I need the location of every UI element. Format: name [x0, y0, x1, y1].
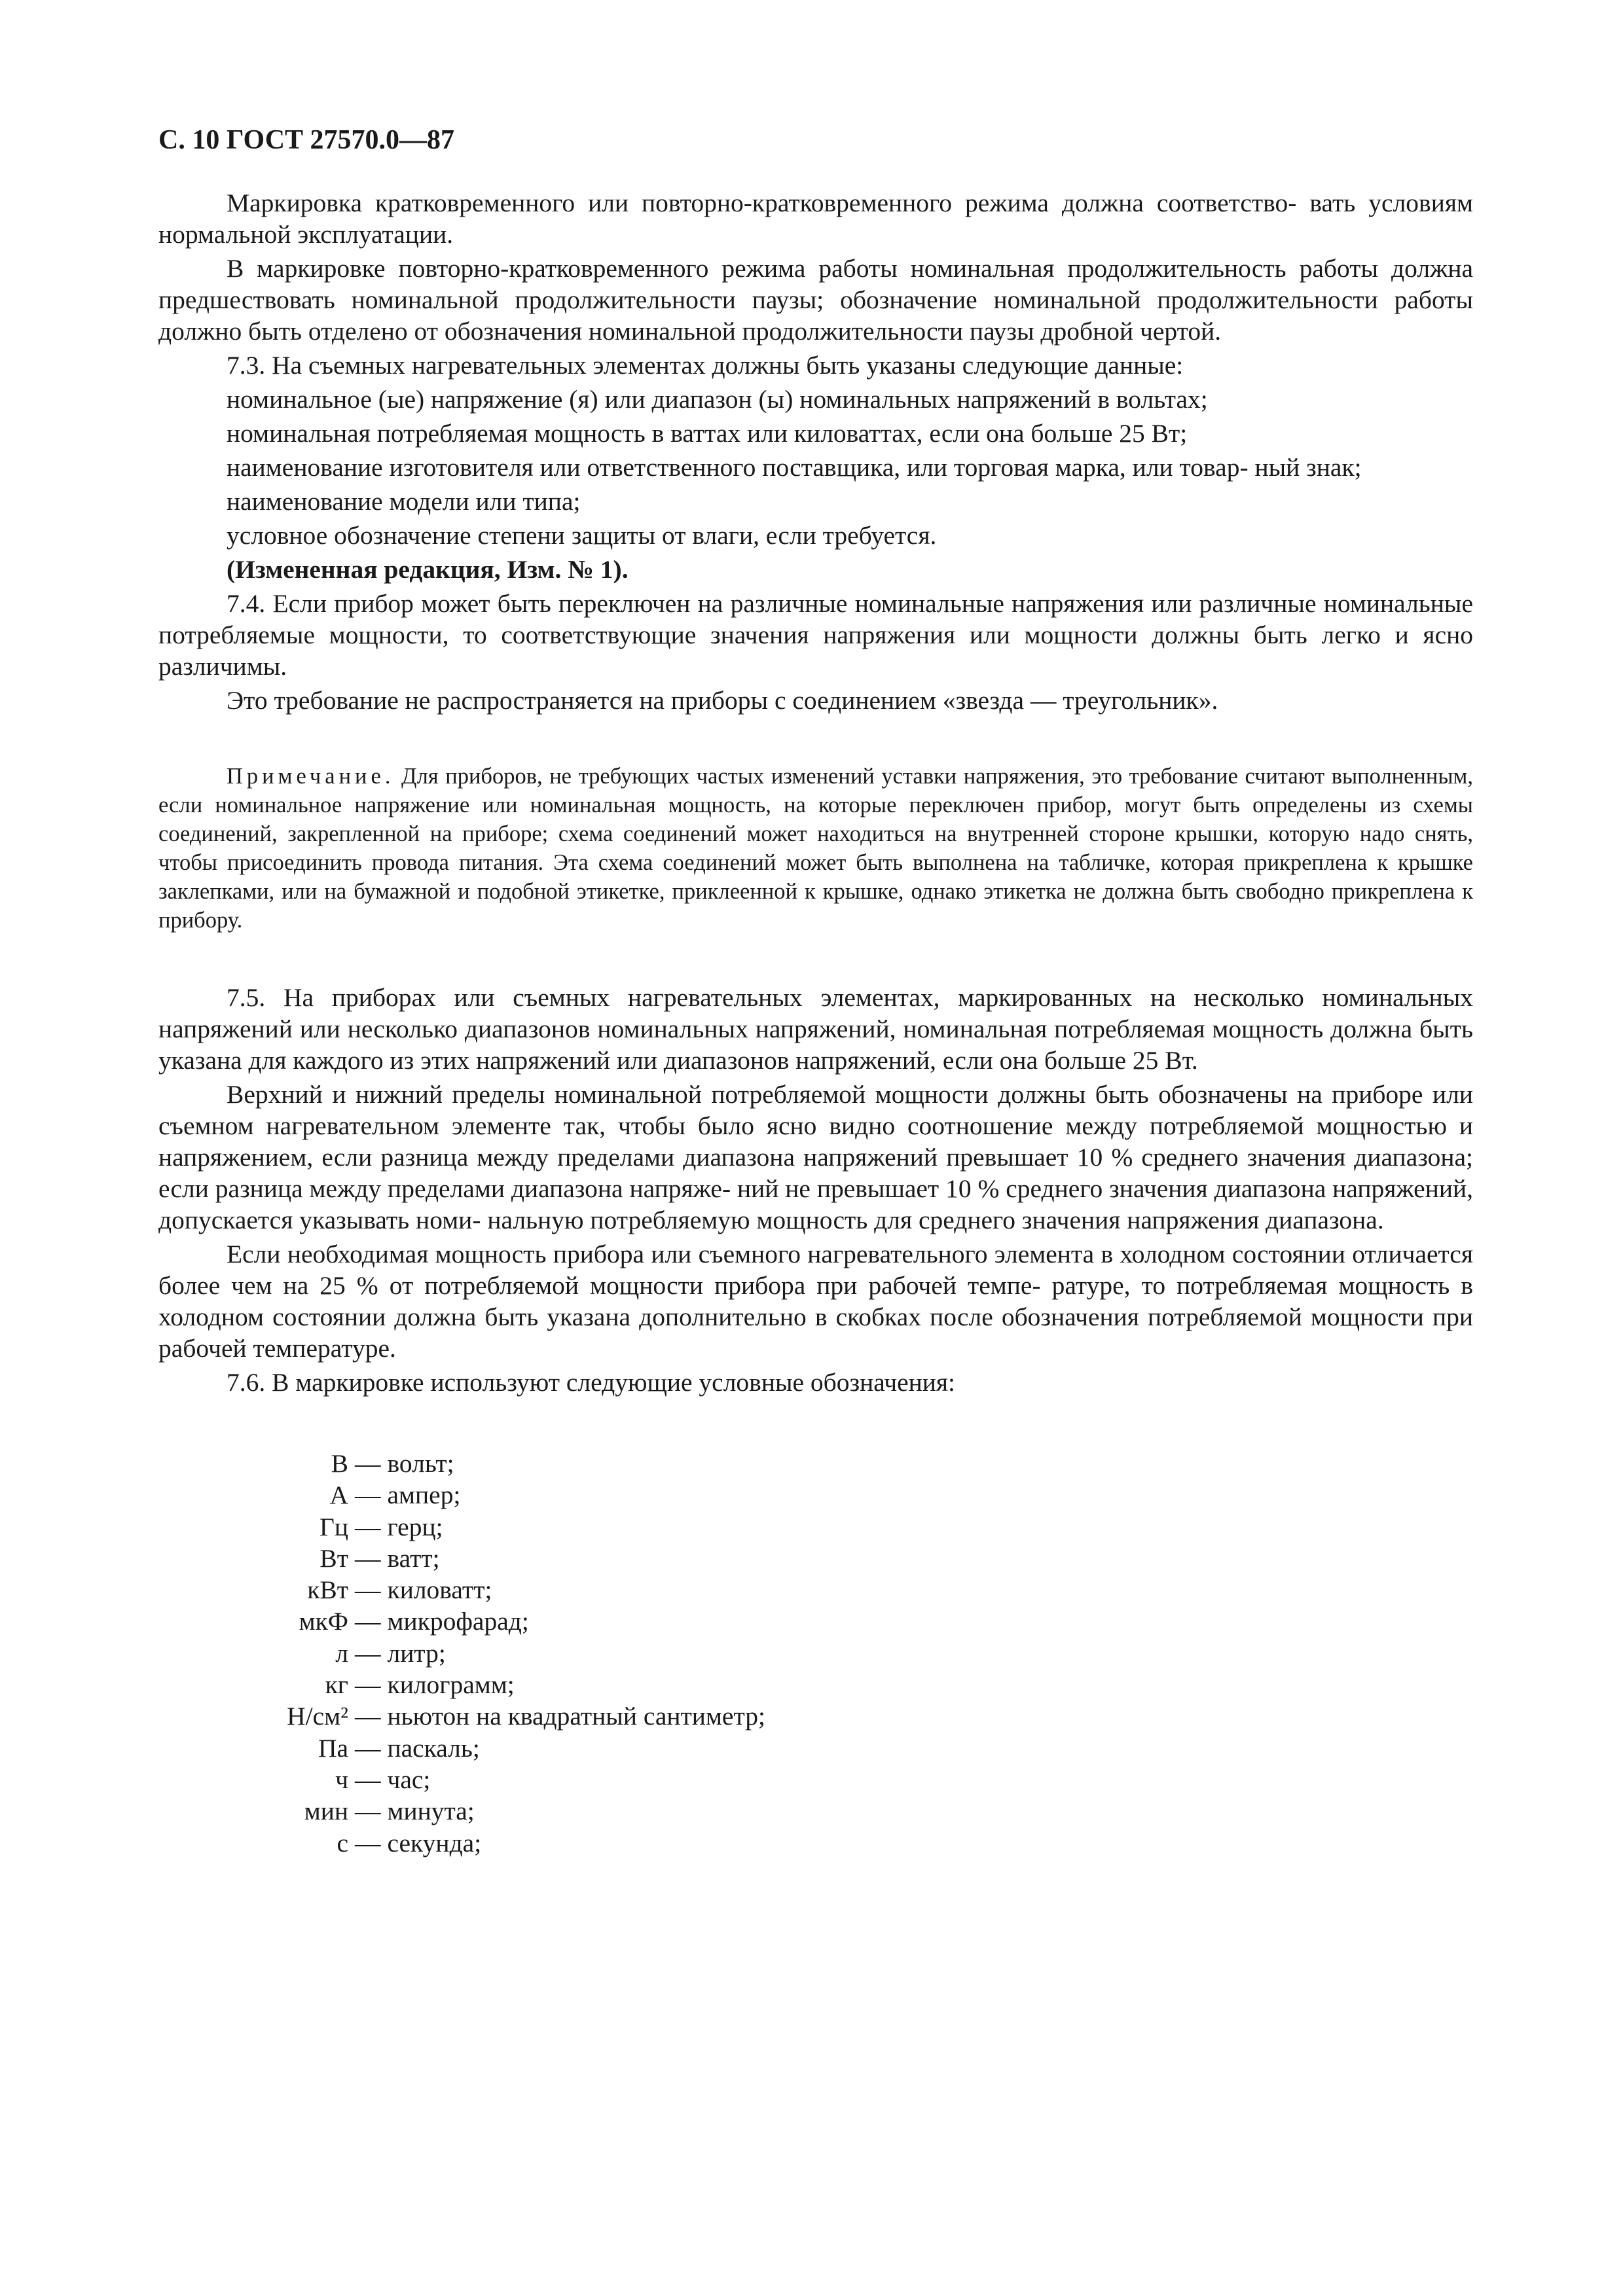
list-item: номинальное (ые) напряжение (я) или диапазон (ы) номинальных напряжений в вольтах;	[227, 385, 1208, 414]
symbol-separator: —	[355, 1480, 381, 1510]
section-power-marking	[158, 982, 1473, 1398]
list-item: наименование модели или типа;	[227, 487, 581, 516]
symbol-separator: —	[355, 1575, 381, 1605]
symbol-separator: —	[355, 1765, 381, 1794]
symbol-abbreviation: Гц	[319, 1512, 348, 1541]
symbol-row	[158, 1669, 1473, 1700]
symbol-meaning: час;	[387, 1765, 431, 1794]
paragraph: Верхний и нижний пределы номинальной потребляемой мощности должны быть обозначены на приборе или съемном нагревательном элементе так, чтобы было ясно видно соотношение между потребляемой мощностью и напряжением, если разница между пределами диапазона напряжений превышает 10 % среднего значения диапазона; если разница между пределами диапазона напряже- ний не превышает 10 % среднего значения диапазона напряжений, допускается указывать номи- нальную потребляемую мощность для среднего значения напряжения диапазона.	[158, 1080, 1473, 1234]
symbol-row	[158, 1732, 1473, 1764]
symbol-abbreviation: Вт	[319, 1543, 348, 1573]
symbol-separator: —	[355, 1449, 381, 1478]
note-text: Для приборов, не требующих частых изменений уставки напряжения, это требование считают выполненным, если номинальное напряжение или номинальная мощность, на которые переключен прибор, могут быть определены из схемы соединений, закрепленной на приборе; схема соединений может находиться на внутренней стороне крышки, которую надо снять, чтобы присоединить провода питания. Эта схема соединений может быть выполнена на табличке, которая прикреплена к крышке заклепками, или на бумажной и подобной этикетке, приклеенной к крышке, однако этикетка не должна быть свободно прикреплена к прибору.	[158, 764, 1473, 933]
symbol-meaning: ватт;	[387, 1543, 440, 1573]
symbol-meaning: ньютон на квадратный сантиметр;	[387, 1702, 765, 1731]
paragraph: В маркировке повторно-кратковременного режима работы номинальная продолжительность работы должна предшествовать номинальной продолжительности паузы; обозначение номинальной продолжительности работы должно быть отделено от обозначения номинальной продолжительности паузы дробной чертой.	[158, 254, 1473, 346]
symbol-abbreviation: Па	[318, 1733, 348, 1763]
symbol-abbreviation: Н/см²	[287, 1702, 348, 1731]
document-page	[158, 122, 1473, 1859]
list-item: наименование изготовителя или ответственного поставщика, или торговая марка, или товар- ный знак;	[227, 453, 1362, 482]
symbol-separator: —	[355, 1797, 381, 1826]
symbol-separator: —	[355, 1702, 381, 1731]
symbol-abbreviation: кВт	[307, 1575, 348, 1605]
paragraph: Это требование не распространяется на приборы с соединением «звезда — треугольник».	[227, 686, 1218, 715]
amendment-note: (Измененная редакция, Изм. № 1).	[227, 555, 629, 584]
symbol-abbreviation: с	[337, 1828, 348, 1857]
note-label: Примечание.	[227, 764, 395, 789]
symbol-meaning: килограмм;	[387, 1670, 515, 1700]
paragraph: Если необходимая мощность прибора или съемного нагревательного элемента в холодном состоянии отличается более чем на 25 % от потребляемой мощности прибора при рабочей темпе- ратуре, то потребляемая мощность в холодном состоянии должна быть указана дополнительно в скобках после обозначения потребляемой мощности при рабочей температуре.	[158, 1240, 1473, 1363]
symbol-row	[158, 1574, 1473, 1605]
symbol-abbreviation: ч	[335, 1765, 348, 1794]
clause-7-4: 7.4. Если прибор может быть переключен на различные номинальные напряжения или различные номинальные потребляемые мощности, то соответствующие значения напряжения или мощности должны быть легко и ясно различимы.	[158, 589, 1473, 681]
symbol-row	[158, 1605, 1473, 1637]
symbol-meaning: герц;	[387, 1512, 443, 1541]
clause-7-5: 7.5. На приборах или съемных нагревательных элементах, маркированных на несколько номинальных напряжений или несколько диапазонов номинальных напряжений, номинальная потребляемая мощность должна быть указана для каждого из этих напряжений или диапазонов напряжений, если она больше 25 Вт.	[158, 983, 1473, 1075]
list-item: номинальная потребляемая мощность в ваттах или киловаттах, если она больше 25 Вт;	[227, 419, 1188, 448]
page-header: С. 10 ГОСТ 27570.0—87	[158, 125, 455, 155]
symbol-meaning: микрофарад;	[387, 1607, 529, 1636]
symbol-row	[158, 1511, 1473, 1543]
list-item: условное обозначение степени защиты от влаги, если требуется.	[227, 521, 937, 550]
symbol-separator: —	[355, 1512, 381, 1541]
symbol-row	[158, 1543, 1473, 1574]
symbol-abbreviation: В	[331, 1449, 348, 1478]
symbol-separator: —	[355, 1670, 381, 1700]
symbol-abbreviation: мкФ	[299, 1607, 348, 1636]
symbol-row	[158, 1795, 1473, 1827]
symbol-meaning: секунда;	[387, 1828, 482, 1857]
symbol-meaning: литр;	[387, 1638, 446, 1668]
symbol-abbreviation: кг	[325, 1670, 348, 1700]
symbol-meaning: паскаль;	[387, 1733, 480, 1763]
symbol-separator: —	[355, 1607, 381, 1636]
clause-7-6: 7.6. В маркировке используют следующие условные обозначения:	[227, 1368, 956, 1397]
symbol-row	[158, 1638, 1473, 1669]
symbol-meaning: вольт;	[387, 1449, 454, 1478]
clause-7-3: 7.3. На съемных нагревательных элементах должны быть указаны следующие данные:	[227, 351, 1184, 380]
symbol-abbreviation: л	[335, 1638, 348, 1668]
symbol-separator: —	[355, 1828, 381, 1857]
symbol-meaning: киловатт;	[387, 1575, 492, 1605]
paragraph: Маркировка кратковременного или повторно-кратковременного режима должна соответство- вать условиям нормальной эксплуатации.	[158, 188, 1473, 249]
symbol-separator: —	[355, 1638, 381, 1668]
symbol-meaning: минута;	[387, 1797, 475, 1826]
symbol-abbreviation: А	[329, 1480, 348, 1510]
symbol-separator: —	[355, 1543, 381, 1573]
symbol-row	[158, 1764, 1473, 1795]
symbol-abbreviation: мин	[304, 1797, 348, 1826]
section-marking-modes	[158, 187, 1473, 716]
symbol-row	[158, 1448, 1473, 1479]
symbols-list	[158, 1448, 1473, 1859]
symbol-separator: —	[355, 1733, 381, 1763]
symbol-row	[158, 1479, 1473, 1511]
symbol-row	[158, 1827, 1473, 1859]
symbol-meaning: ампер;	[387, 1480, 461, 1510]
symbol-row	[158, 1700, 1473, 1732]
note-block	[158, 762, 1473, 935]
